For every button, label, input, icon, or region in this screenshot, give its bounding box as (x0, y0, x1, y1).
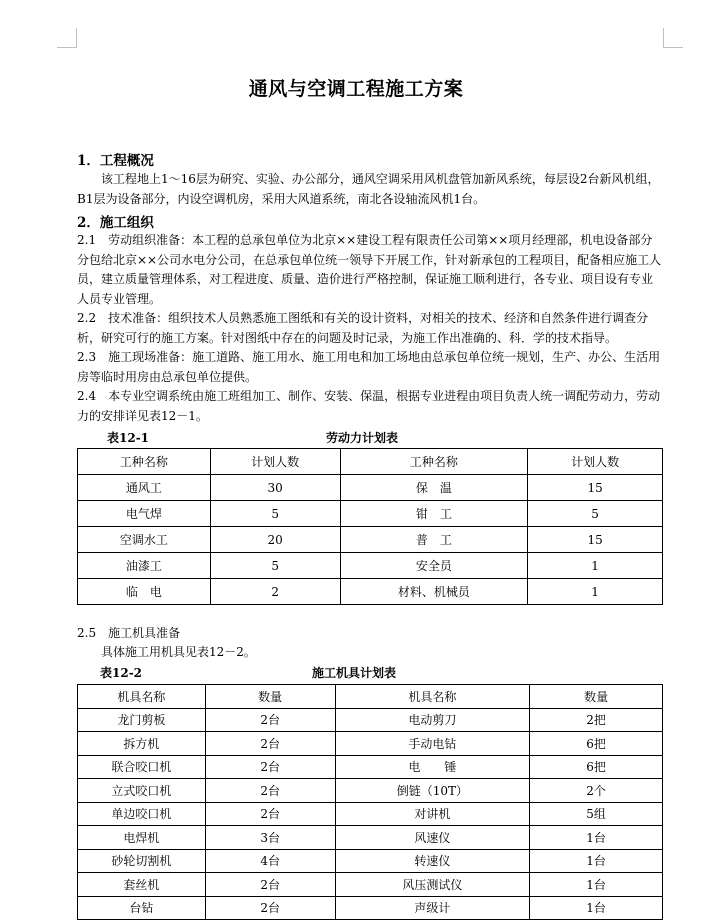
table-cell: 电 锤 (335, 755, 530, 779)
table-cell: 倒链（10T） (335, 779, 530, 803)
table-cell: 30 (210, 475, 340, 501)
table-cell: 2台 (205, 802, 335, 826)
equipment-plan-table (77, 684, 663, 920)
table-row (78, 873, 663, 897)
table-header-cell: 机具名称 (335, 685, 530, 709)
section-2-1-paragraph (77, 231, 663, 309)
table-cell: 保 温 (340, 475, 528, 501)
crop-mark-top-left-vertical (76, 28, 77, 48)
table-cell: 龙门剪板 (78, 708, 206, 732)
table-header-cell: 数量 (205, 685, 335, 709)
section-2-3-paragraph (77, 348, 663, 387)
table-cell: 2把 (530, 708, 663, 732)
table-cell: 联合咬口机 (78, 755, 206, 779)
section-2-line: 2.1 劳动组织准备：本工程的总承包单位为北京××建设工程有限责任公司第××项月经理部，机电设备 (77, 233, 629, 247)
crop-mark-top-right-vertical (663, 28, 664, 48)
table-cell: 声级计 (335, 896, 530, 920)
table-cell: 2台 (205, 896, 335, 920)
table-cell: 风速仪 (335, 826, 530, 850)
table-1-caption: 劳动力计划表 (326, 431, 399, 445)
table-2-label: 表12-2 (100, 666, 143, 680)
table-cell: 空调水工 (78, 527, 211, 553)
table-row (78, 755, 663, 779)
crop-mark-top-left-horizontal (57, 47, 77, 48)
table-row (78, 826, 663, 850)
table-row (78, 553, 663, 579)
table-header-cell: 工种名称 (78, 449, 211, 475)
table-row (78, 849, 663, 873)
section-2-line: 2.4 本专业空调系统由施工班组加工、制作、安装、保温，根据专业进程由项目负责人统一调配劳动力， (77, 389, 637, 403)
table-cell: 1台 (530, 826, 663, 850)
table-cell: 安全员 (340, 553, 528, 579)
table-cell: 对讲机 (335, 802, 530, 826)
section-2-4-paragraph (77, 387, 663, 426)
table-row (78, 527, 663, 553)
section-2-line: 项目设有专业人员专业管理。 (77, 272, 654, 306)
table-cell: 2台 (205, 755, 335, 779)
table-cell: 油漆工 (78, 553, 211, 579)
table-cell: 2台 (205, 873, 335, 897)
table-row (78, 579, 663, 605)
section-2-5-line: 具体施工用机具见表12－2。 (101, 645, 256, 659)
table-row (78, 475, 663, 501)
table-header-row (78, 685, 663, 709)
table-header-row (78, 449, 663, 475)
table-cell: 临 电 (78, 579, 211, 605)
section-2-line: 2.2 技术准备：组织技术人员熟悉施工图纸和有关的设计资料，对相关的技术、经济和自然条件进行调查 (77, 311, 637, 325)
table-cell: 2个 (530, 779, 663, 803)
labor-plan-table (77, 448, 663, 605)
table-cell: 台钻 (78, 896, 206, 920)
table-cell: 砂轮切割机 (78, 849, 206, 873)
section-2-2-paragraph (77, 309, 663, 348)
table-cell: 15 (528, 475, 663, 501)
table-header-cell: 工种名称 (340, 449, 528, 475)
table-header-cell: 数量 (530, 685, 663, 709)
table-cell: 1台 (530, 849, 663, 873)
table-cell: 转速仪 (335, 849, 530, 873)
table-cell: 电焊机 (78, 826, 206, 850)
table-cell: 1 (528, 553, 663, 579)
section-1-line: 组，B1层为设备部分，内设空调机房，采用大风道系统，南北各设轴流风机1台。 (77, 172, 660, 206)
section-2-5-heading: 2.5 施工机具准备 (77, 626, 181, 640)
table-cell: 5 (528, 501, 663, 527)
table-1-label: 表12-1 (107, 431, 150, 445)
section-2-line: 分析，研究可行的施工方案。针对图纸中存在的问题及时记录，为施工作出准确的、科．学的技术指导。 (77, 311, 649, 345)
table-cell: 3台 (205, 826, 335, 850)
crop-mark-top-right-horizontal (663, 47, 683, 48)
section-2-line: 部分分包给北京××公司水电分公司，在总承包单位统一领导下开展工作，针对新承包的工程项目，配备 (77, 233, 653, 267)
table-cell: 1台 (530, 896, 663, 920)
table-row (78, 802, 663, 826)
section-2-line: 劳动力的安排详见表12－1。 (77, 389, 661, 423)
table-row (78, 779, 663, 803)
table-cell: 4台 (205, 849, 335, 873)
section-1-paragraph (77, 170, 663, 209)
section-1-heading: 1．工程概况 (77, 153, 154, 169)
table-row (78, 708, 663, 732)
table-cell: 电气焊 (78, 501, 211, 527)
section-2-line: 2.3 施工现场准备：施工道路、施工用水、施工用电和加工场地由总承包单位统一规划，生产、办公、生 (77, 350, 637, 364)
table-header-cell: 计划人数 (528, 449, 663, 475)
table-row (78, 896, 663, 920)
table-row (78, 501, 663, 527)
table-cell: 2台 (205, 779, 335, 803)
table-header-cell: 计划人数 (210, 449, 340, 475)
table-cell: 手动电钻 (335, 732, 530, 756)
table-cell: 2台 (205, 732, 335, 756)
table-cell: 材料、机械员 (340, 579, 528, 605)
table-row (78, 732, 663, 756)
page-title: 通风与空调工程施工方案 (248, 78, 464, 100)
table-cell: 钳 工 (340, 501, 528, 527)
table-cell: 5 (210, 553, 340, 579)
table-cell: 5组 (530, 802, 663, 826)
table-cell: 2 (210, 579, 340, 605)
table-cell: 6把 (530, 732, 663, 756)
table-cell: 6把 (530, 755, 663, 779)
table-cell: 1 (528, 579, 663, 605)
section-2-line: 活用房等临时用房由总承包单位提供。 (77, 350, 661, 384)
table-cell: 20 (210, 527, 340, 553)
table-cell: 2台 (205, 708, 335, 732)
section-2-heading: 2．施工组织 (77, 215, 154, 231)
section-1-line: 该工程地上1～16层为研究、实验、办公部分，通风空调采用风机盘管加新风系统，每层设2台新风机 (101, 172, 636, 186)
section-2-line: 相应施工人员，建立质量管理体系，对工程进度、质量、造价进行严格控制，保证施工顺利进行，各专业、 (77, 252, 662, 286)
table-cell: 单边咬口机 (78, 802, 206, 826)
table-cell: 5 (210, 501, 340, 527)
table-cell: 普 工 (340, 527, 528, 553)
table-cell: 1台 (530, 873, 663, 897)
table-cell: 电动剪刀 (335, 708, 530, 732)
table-cell: 通风工 (78, 475, 211, 501)
table-cell: 立式咬口机 (78, 779, 206, 803)
table-cell: 拆方机 (78, 732, 206, 756)
table-cell: 15 (528, 527, 663, 553)
table-header-cell: 机具名称 (78, 685, 206, 709)
table-2-caption: 施工机具计划表 (312, 666, 397, 680)
table-cell: 套丝机 (78, 873, 206, 897)
table-cell: 风压测试仪 (335, 873, 530, 897)
